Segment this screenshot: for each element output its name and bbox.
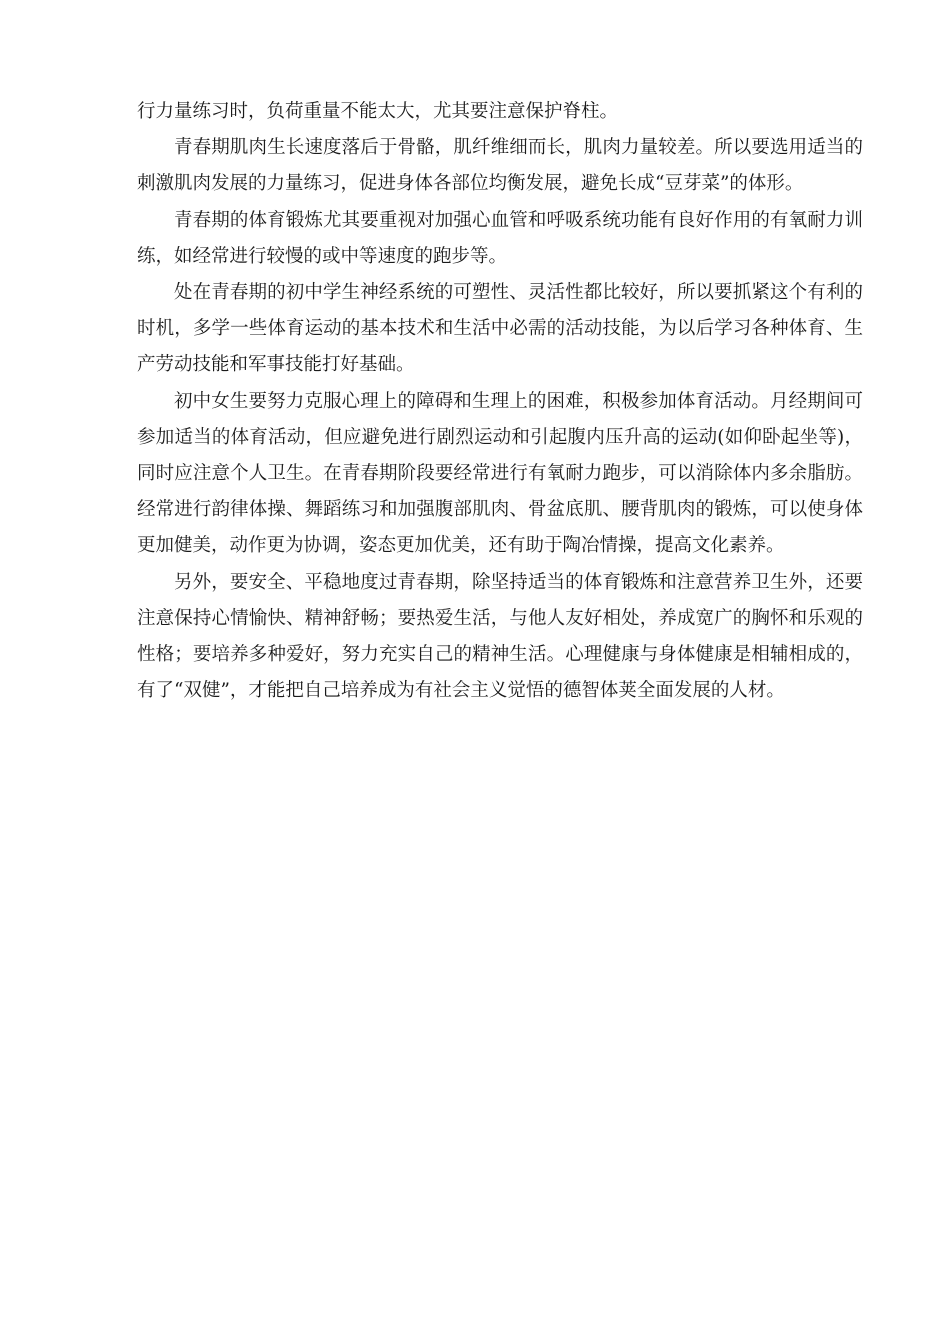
paragraph-aerobic-training: 青春期的体育锻炼尤其要重视对加强心血管和呼吸系统功能有良好作用的有氧耐力训练，如经常进行较慢的或中等速度的跑步等。	[137, 209, 863, 267]
paragraph-nervous-system: 处在青春期的初中学生神经系统的可塑性、灵活性都比较好，所以要抓紧这个有利的时机，多学一些体育运动的基本技术和生活中必需的活动技能，为以后学习各种体育、生产劳动技能和军事技能打好基础。	[137, 282, 863, 376]
paragraph-female-students: 初中女生要努力克服心理上的障碍和生理上的困难，积极参加体育活动。月经期间可参加适当的体育活动，但应避免进行剧烈运动和引起腹内压升高的运动(如仰卧起坐等)，同时应注意个人卫生。在青春期阶段要经常进行有氧耐力跑步，可以消除体内多余脂肪。经常进行韵律体操、舞蹈练习和加强腹部肌肉、骨盆底肌、腰背肌肉的锻炼，可以使身体更加健美，动作更为协调，姿态更加优美，还有助于陶冶情操，提高文化素养。	[137, 390, 863, 557]
paragraph-muscle-growth: 青春期肌肉生长速度落后于骨骼，肌纤维细而长，肌肉力量较差。所以要选用适当的刺激肌肉发展的力量练习，促进身体各部位均衡发展，避免长成“豆芽菜”的体形。	[137, 137, 863, 195]
paragraph-continuation: 行力量练习时，负荷重量不能太大，尤其要注意保护脊柱。	[137, 101, 619, 122]
document-body	[137, 94, 863, 709]
paragraph-mental-health: 另外，要安全、平稳地度过青春期，除坚持适当的体育锻炼和注意营养卫生外，还要注意保持心情愉快、精神舒畅；要热爱生活，与他人友好相处，养成宽广的胸怀和乐观的性格；要培养多种爱好，努力充实自己的精神生活。心理健康与身体健康是相辅相成的，有了“双健”，才能把自己培养成为有社会主义觉悟的德智体荚全面发展的人材。	[137, 571, 863, 702]
